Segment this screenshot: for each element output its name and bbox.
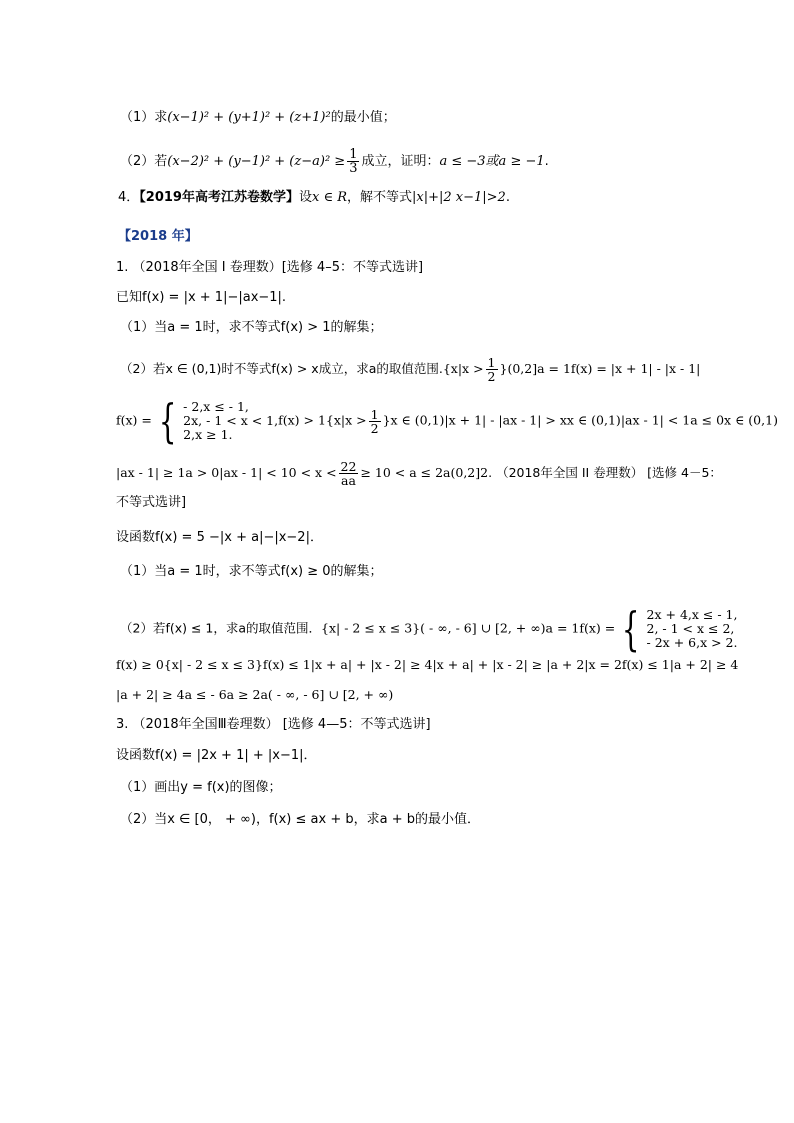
q3-part1-expr: (x−1)² + (y+1)² + (z+1)² (167, 110, 331, 125)
p1-given: 已知f(x) = |x + 1|−|ax−1|. (116, 290, 287, 305)
fraction-denominator: aa (341, 473, 356, 488)
left-brace: { (622, 602, 640, 656)
p3-header: 3. （2018年全国Ⅲ卷理数） [选修 4—5：不等式选讲] (116, 717, 431, 732)
p1-line3-fraction (339, 460, 359, 487)
fraction-denominator: 2 (487, 369, 496, 384)
p2-line-b: |a + 2| ≥ 4a ≤ - 6a ≥ 2a( - ∞, - 6] ∪ [2, + ∞) (116, 687, 394, 702)
p1-part1: （1）当a = 1时，求不等式f(x) > 1的解集； (120, 320, 383, 335)
p1-pw-fraction (369, 408, 381, 435)
fraction-numerator: 1 (349, 147, 358, 162)
q3-part2-mid: 成立，证明： (361, 154, 440, 169)
p2-part2 (120, 602, 738, 656)
case-row: - 2,x ≤ - 1, (183, 399, 249, 414)
q3-part1-suffix: 的最小值； (330, 110, 396, 125)
p1-part2-rest: }(0,2]a = 1f(x) = |x + 1| - |x - 1| (499, 361, 701, 376)
q3-part2-claim: a ≤ −3或a ≥ −1 (439, 154, 545, 169)
p2-part2-text: （2）若f(x) ≤ 1，求a的取值范围． (120, 620, 322, 636)
section-heading-2018: 【2018 年】 (118, 229, 198, 244)
case-row: 2x, - 1 < x < 1, (183, 413, 279, 428)
case-row: 2,x ≥ 1. (183, 427, 233, 442)
p1-part2-set: {x|x > (442, 361, 484, 376)
q4-expr-b: |x|+|2 x−1|>2 (412, 190, 506, 205)
fraction-numerator: 1 (370, 406, 379, 422)
q3-part2 (120, 148, 549, 175)
p1-part2-text: （2）若x ∈ (0,1)时不等式f(x) > x成立，求a的取值范围. (120, 361, 443, 376)
p1-line3 (116, 460, 722, 487)
q3-part2-label: （2）若 (120, 154, 168, 169)
case-row: 2, - 1 < x ≤ 2, (646, 621, 735, 636)
q3-part2-fraction (347, 148, 359, 175)
p1-line3-b: ≥ 10 < a ≤ 2a(0,2]2. (360, 465, 493, 480)
p2-header-start: （2018年全国 II 卷理数） [选修 4－5： (496, 465, 722, 480)
q4-expr-a: x ∈ R (311, 190, 347, 205)
p2-part2-set: {x| - 2 ≤ x ≤ 3}( - ∞, - 6] ∪ [2, + ∞)a = 1f(x) = (321, 620, 616, 636)
p1-pw-prefix: f(x) = (116, 412, 152, 428)
p1-pw-cases (183, 400, 278, 442)
p1-pw-after-b: }x ∈ (0,1)|x + 1| - |ax - 1| > xx ∈ (0,1)|ax - 1| < 1a ≤ 0x ∈ (0,1) (382, 412, 778, 428)
p1-piecewise-line (116, 394, 778, 448)
case-row: - 2x + 6,x > 2. (646, 635, 738, 650)
p2-header-end: 不等式选讲] (116, 495, 187, 510)
p3-part2: （2）当x ∈ [0， + ∞)，f(x) ≤ ax + b，求a + b的最小值． (120, 812, 480, 827)
case-row: 2x + 4,x ≤ - 1, (646, 607, 738, 622)
q4-number: 4． (118, 190, 140, 205)
p1-header: 1. （2018年全国 I 卷理数）[选修 4–5：不等式选讲] (116, 260, 424, 275)
p2-pw-cases (647, 608, 738, 650)
q4-line (118, 188, 510, 208)
fraction-denominator: 3 (349, 161, 358, 176)
fraction-numerator: 22 (340, 459, 357, 474)
p1-line3-a: |ax - 1| ≥ 1a > 0|ax - 1| < 10 < x < (116, 465, 337, 480)
p3-given: 设函数f(x) = |2x + 1| + |x−1|． (116, 748, 317, 763)
fraction-denominator: 2 (370, 420, 379, 436)
fraction-numerator: 1 (487, 355, 496, 370)
p2-given: 设函数f(x) = 5 −|x + a|−|x−2|． (116, 530, 323, 545)
q3-part1-label: （1）求 (120, 110, 168, 125)
q3-part2-expr: (x−2)² + (y−1)² + (z−a)² ≥ (167, 154, 346, 169)
q4-end: . (505, 190, 510, 205)
q4-text-b: ，解不等式 (347, 190, 413, 205)
q3-part1 (120, 108, 396, 128)
p1-pw-after-a: f(x) > 1{x|x > (278, 412, 367, 428)
p1-part2 (120, 356, 700, 383)
p1-part2-fraction (486, 356, 498, 383)
q3-part2-end: . (544, 154, 549, 169)
p2-line-a: f(x) ≥ 0{x| - 2 ≤ x ≤ 3}f(x) ≤ 1|x + a| + |x - 2| ≥ 4|x + a| + |x - 2| ≥ |a + 2|x = 2f(x) ≤ 1|a + 2| ≥ 4 (116, 657, 739, 672)
p2-part1: （1）当a = 1时，求不等式f(x) ≥ 0的解集； (120, 564, 383, 579)
q4-text-a: 设 (298, 190, 312, 205)
left-brace: { (158, 394, 177, 448)
q4-source: 【2019年高考江苏卷数学】 (139, 190, 299, 205)
p3-part1: （1）画出y = f(x)的图像； (120, 780, 282, 795)
